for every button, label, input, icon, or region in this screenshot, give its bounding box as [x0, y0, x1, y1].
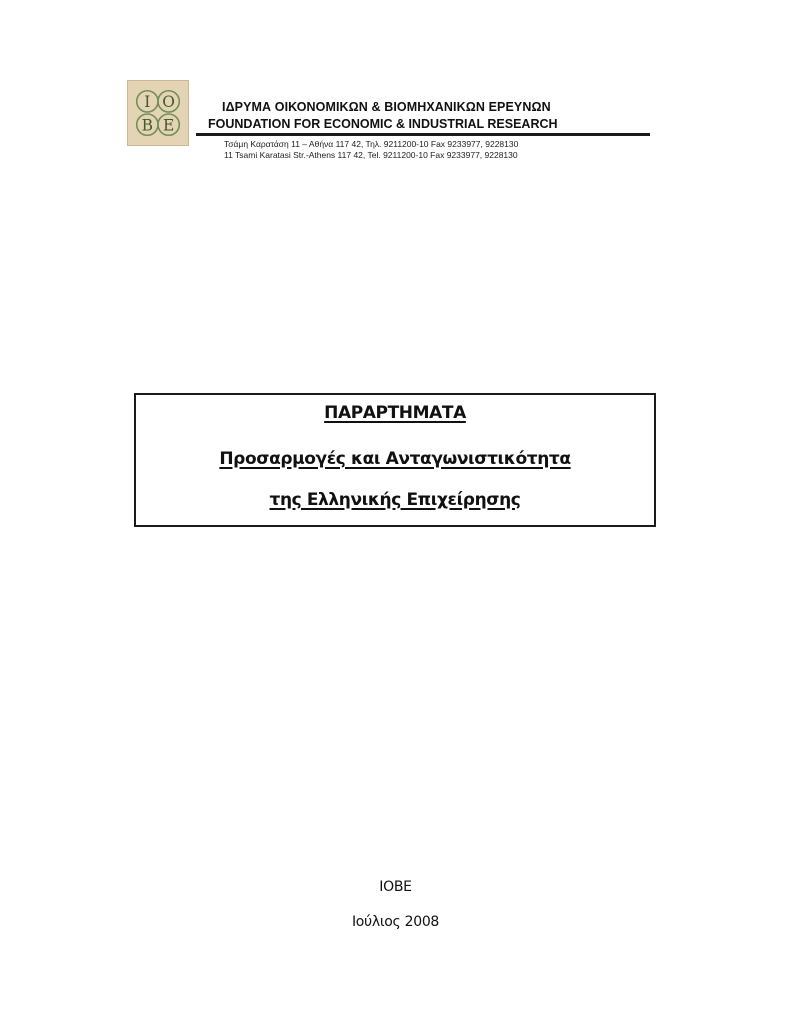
title-subtitle-line-1: Προσαρμογές και Ανταγωνιστικότητα — [219, 449, 571, 469]
org-name-english: FOUNDATION FOR ECONOMIC & INDUSTRIAL RESEARCH — [208, 117, 558, 131]
title-heading: ΠΑΡΑΡΤΗΜΑΤΑ — [324, 403, 466, 423]
logo-letter-2: Ο — [162, 93, 175, 112]
iobe-logo-graphic — [128, 81, 188, 145]
header-divider — [196, 133, 650, 136]
address-english: 11 Tsami Karatasi Str.-Athens 117 42, Tel. 9211200-10 Fax 9233977, 9228130 — [224, 150, 518, 160]
org-name-greek: ΙΔΡΥΜΑ ΟΙΚΟΝΟΜΙΚΩΝ & ΒΙΟΜΗΧΑΝΙΚΩΝ ΕΡΕΥΝΩΝ — [222, 100, 551, 114]
footer-date: Ιούλιος 2008 — [351, 914, 440, 930]
title-box — [134, 393, 656, 527]
logo-letter-3: Β — [141, 116, 154, 135]
footer-organization: ΙΟΒΕ — [379, 879, 412, 895]
iobe-logo-icon — [127, 80, 189, 146]
logo-letter-1: Ι — [144, 93, 151, 112]
logo-letter-4: Ε — [162, 116, 175, 135]
address-greek: Τσάμη Καρατάση 11 – Αθήνα 117 42, Τηλ. 9211200-10 Fax 9233977, 9228130 — [224, 139, 519, 149]
title-subtitle-line-2: της Ελληνικής Επιχείρησης — [269, 490, 521, 510]
